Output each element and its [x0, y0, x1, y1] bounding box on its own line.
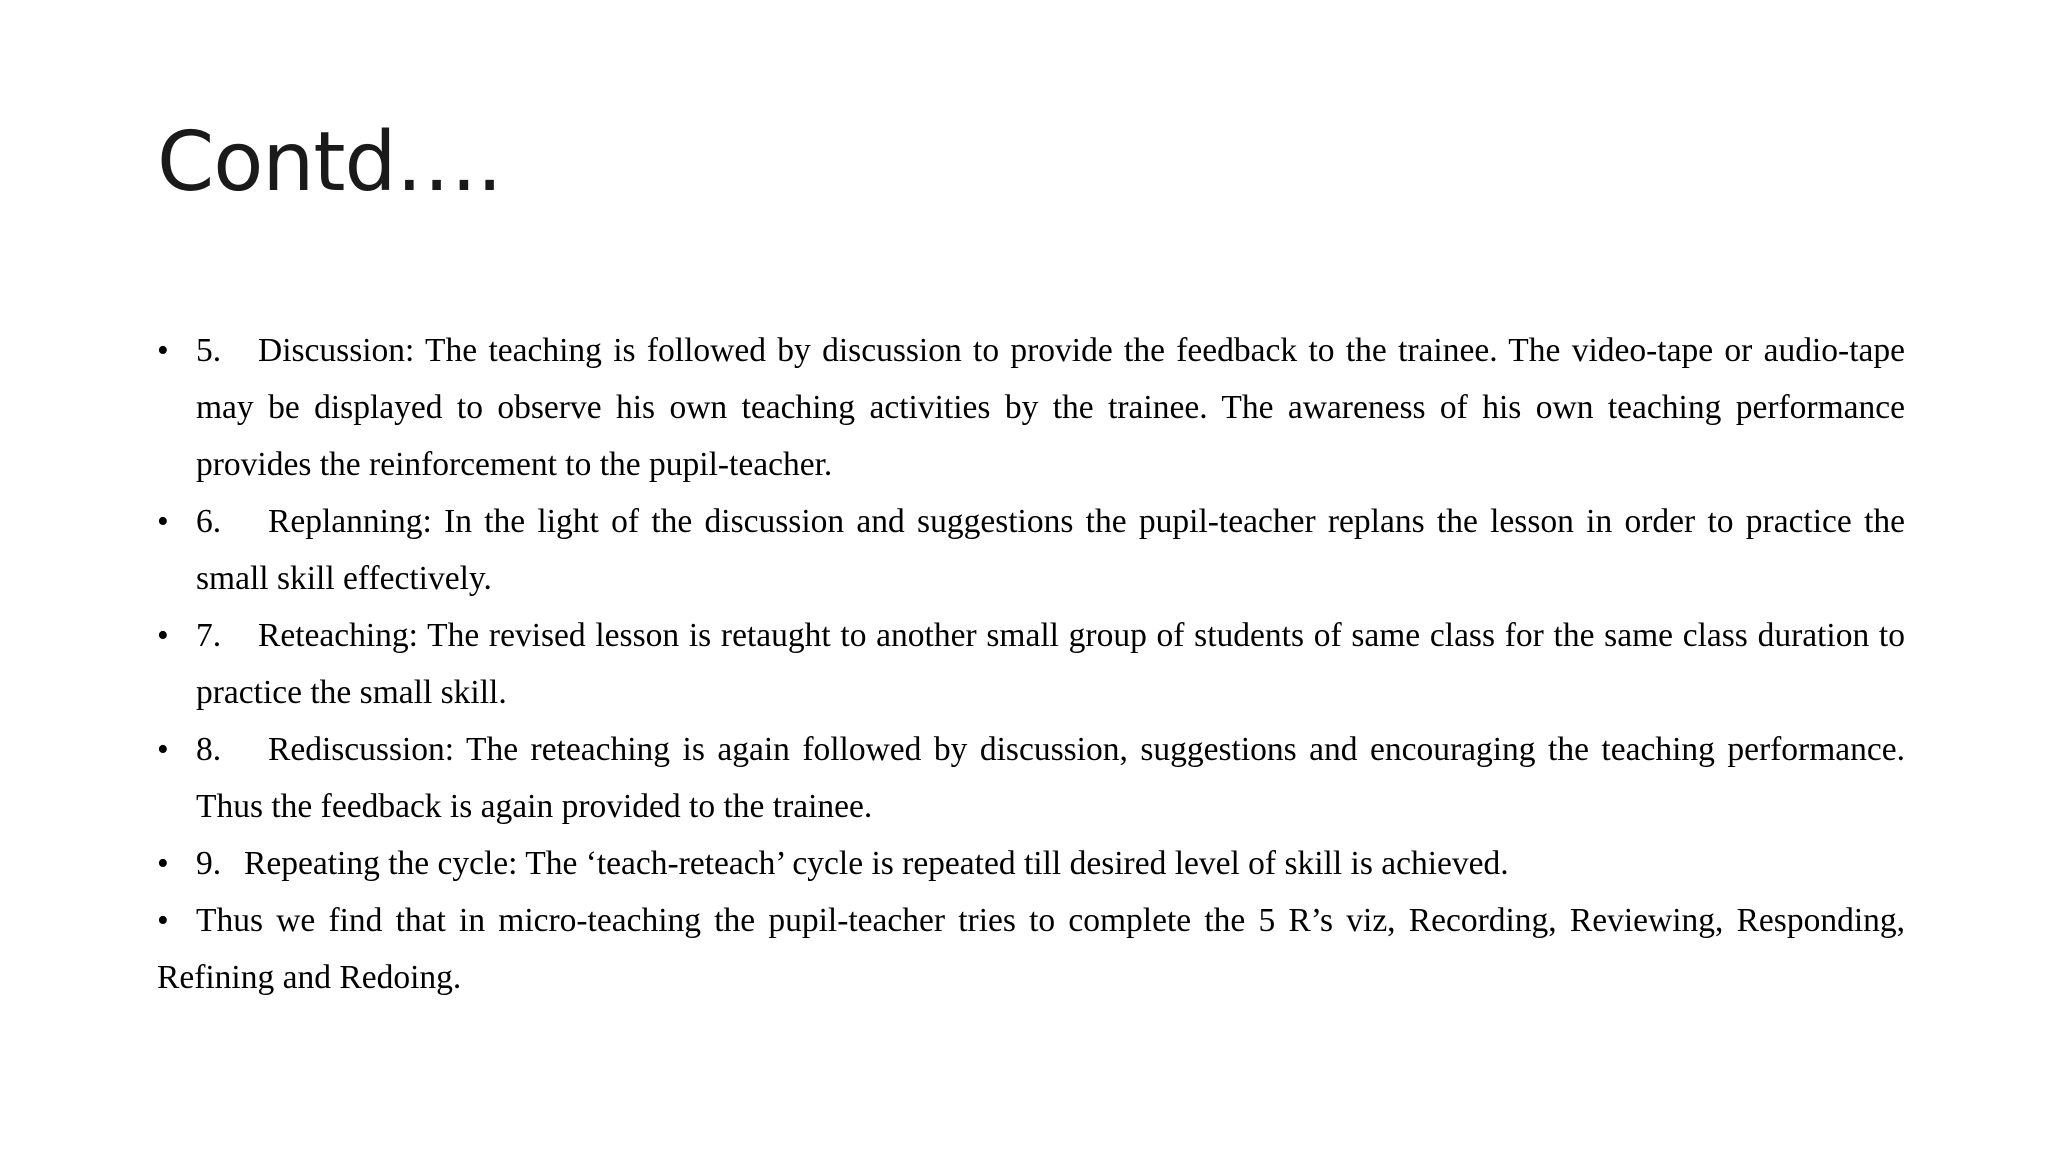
step-number: 9.: [196, 845, 222, 882]
bullet-icon: •: [157, 617, 169, 654]
list-item-step-9: [157, 835, 1905, 892]
step-number: 6.: [196, 503, 222, 540]
step-number: 7.: [196, 617, 222, 654]
conclusion-text: Thus we find that in micro-teaching the pupil-teacher tries to complete the 5 R’s viz, Recording, Reviewing, Responding, Refining and Redoing.: [157, 902, 1905, 996]
step-text: Repeating the cycle: The ‘teach-reteach’ cycle is repeated till desired level of skill is achieved.: [244, 845, 1509, 882]
step-text: Rediscussion: The reteaching is again followed by discussion, suggestions and encouraging the teaching performance. Thus the feedback is again provided to the trainee.: [196, 731, 1905, 825]
bullet-list: [157, 322, 1905, 892]
step-text: Discussion: The teaching is followed by discussion to provide the feedback to the trainee. The video-tape or audio-tape may be displayed to observe his own teaching activities by the trainee. The awareness of his own teaching performance provides the reinforcement to the pupil-teacher.: [196, 332, 1905, 483]
bullet-icon: •: [157, 731, 169, 768]
step-text: Reteaching: The revised lesson is retaught to another small group of students of same class for the same class duration to practice the small skill.: [196, 617, 1905, 711]
list-item-step-7: [157, 607, 1905, 721]
list-item-step-5: [157, 322, 1905, 493]
bullet-icon: •: [157, 845, 169, 882]
list-item-step-8: [157, 721, 1905, 835]
slide-body: [157, 322, 1905, 1006]
step-number: 8.: [196, 731, 222, 768]
slide-title: Contd….: [157, 115, 502, 210]
bullet-icon: •: [157, 332, 169, 369]
step-number: 5.: [196, 332, 222, 369]
list-item-step-6: [157, 493, 1905, 607]
bullet-icon: •: [157, 902, 169, 939]
conclusion-paragraph: [157, 892, 1905, 1006]
step-text: Replanning: In the light of the discussion and suggestions the pupil-teacher replans the lesson in order to practice the small skill effectively.: [196, 503, 1905, 597]
bullet-icon: •: [157, 503, 169, 540]
